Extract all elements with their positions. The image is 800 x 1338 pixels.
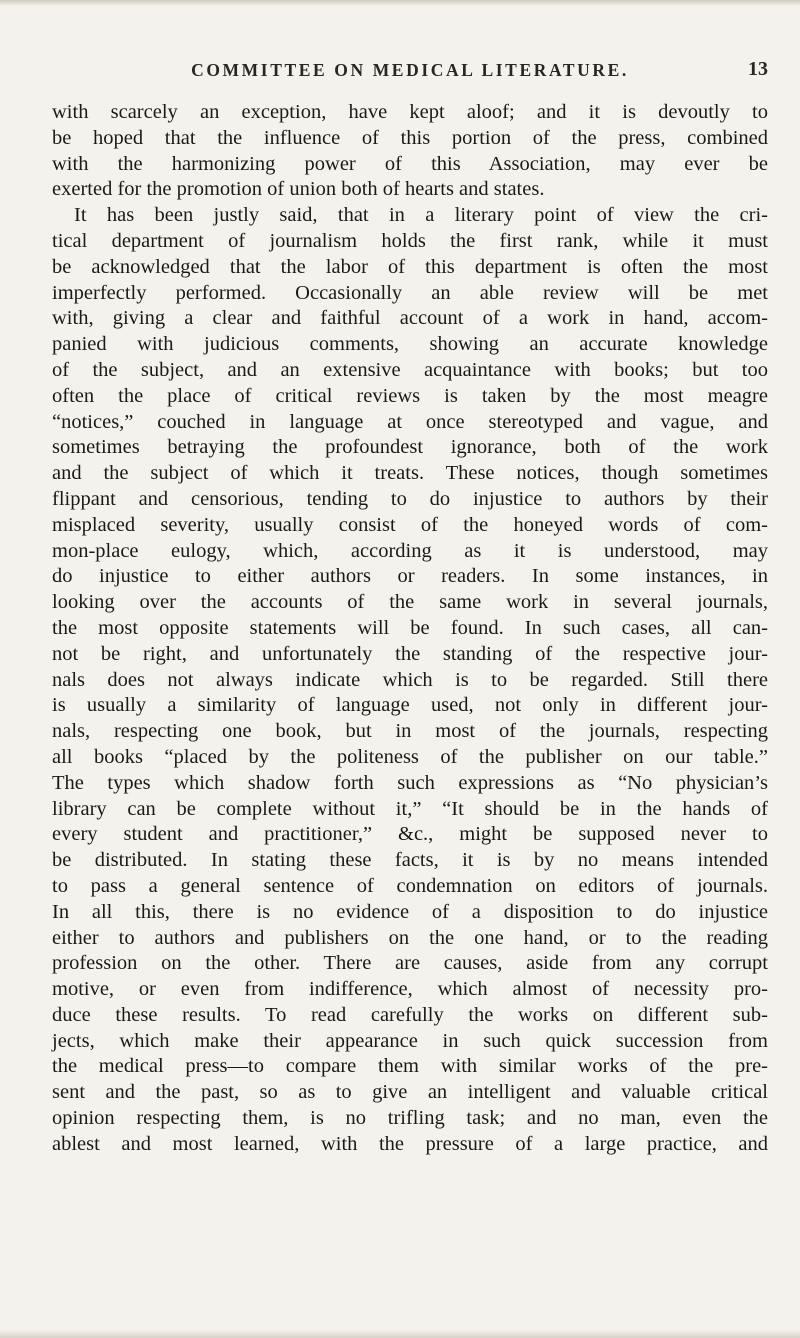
- text-line: often the place of critical reviews is taken by the most meagre: [52, 384, 768, 407]
- text-line: nals, respecting one book, but in most of the journals, respecting: [52, 720, 768, 743]
- text-line: nals does not always indicate which is to be regarded. Still there: [52, 668, 768, 691]
- text-line: either to authors and publishers on the one hand, or to the reading: [52, 926, 768, 949]
- text-line: be acknowledged that the labor of this department is often the most: [52, 255, 768, 278]
- text-line: with the harmonizing power of this Association, may ever be: [52, 152, 768, 175]
- text-line: The types which shadow forth such expressions as “No physician’s: [52, 771, 768, 794]
- text-line: the most opposite statements will be found. In such cases, all can-: [52, 616, 768, 639]
- running-head: [52, 52, 768, 92]
- text-line: not be right, and unfortunately the standing of the respective jour-: [52, 642, 768, 665]
- text-line: and the subject of which it treats. These notices, though sometimes: [52, 462, 768, 485]
- text-line: profession on the other. There are causes, aside from any corrupt: [52, 952, 768, 975]
- paragraph-1: [52, 100, 768, 203]
- text-line: panied with judicious comments, showing an accurate knowledge: [52, 333, 768, 356]
- text-line: exerted for the promotion of union both of hearts and states.: [52, 178, 545, 201]
- text-line: of the subject, and an extensive acquaintance with books; but too: [52, 358, 768, 381]
- text-line: opinion respecting them, is no trifling task; and no man, even the: [52, 1107, 768, 1130]
- text-line: imperfectly performed. Occasionally an able review will be met: [52, 281, 768, 304]
- running-title: COMMITTEE ON MEDICAL LITERATURE.: [191, 60, 629, 80]
- text-line: misplaced severity, usually consist of the honeyed words of com-: [52, 513, 768, 536]
- text-line: duce these results. To read carefully the works on different sub-: [52, 1003, 768, 1026]
- text-line: tical department of journalism holds the first rank, while it must: [52, 229, 768, 252]
- text-line: ablest and most learned, with the pressure of a large practice, and: [52, 1132, 768, 1155]
- text-line: “notices,” couched in language at once stereotyped and vague, and: [52, 410, 768, 433]
- text-line: sent and the past, so as to give an intelligent and valuable critical: [52, 1081, 768, 1104]
- text-line: be distributed. In stating these facts, it is by no means intended: [52, 849, 768, 872]
- text-line: do injustice to either authors or readers. In some instances, in: [52, 565, 768, 588]
- text-line: It has been justly said, that in a literary point of view the cri-: [74, 204, 768, 227]
- paragraph-2: [52, 203, 768, 1157]
- page-top-edge: [0, 0, 800, 6]
- text-line: to pass a general sentence of condemnation on editors of journals.: [52, 874, 768, 897]
- text-line: mon-place eulogy, which, according as it is understood, may: [52, 539, 768, 562]
- body-text: [52, 100, 768, 1158]
- page-bottom-edge: [0, 1330, 800, 1338]
- text-line: every student and practitioner,” &c., might be supposed never to: [52, 823, 768, 846]
- book-page: [52, 52, 768, 1158]
- text-line: looking over the accounts of the same work in several journals,: [52, 591, 768, 614]
- text-line: the medical press—to compare them with similar works of the pre-: [52, 1055, 768, 1078]
- page-number: 13: [748, 58, 768, 80]
- text-line: is usually a similarity of language used, not only in different jour-: [52, 694, 768, 717]
- text-line: In all this, there is no evidence of a disposition to do injustice: [52, 900, 768, 923]
- text-line: be hoped that the influence of this portion of the press, combined: [52, 126, 768, 149]
- text-line: jects, which make their appearance in such quick succession from: [52, 1029, 768, 1052]
- text-line: motive, or even from indifference, which almost of necessity pro-: [52, 978, 768, 1001]
- text-line: with scarcely an exception, have kept aloof; and it is devoutly to: [52, 101, 768, 123]
- text-line: flippant and censorious, tending to do injustice to authors by their: [52, 487, 768, 510]
- text-line: sometimes betraying the profoundest ignorance, both of the work: [52, 436, 768, 459]
- text-line: library can be complete without it,” “It should be in the hands of: [52, 797, 768, 820]
- text-line: with, giving a clear and faithful account of a work in hand, accom-: [52, 307, 768, 330]
- text-line: all books “placed by the politeness of the publisher on our table.”: [52, 745, 768, 768]
